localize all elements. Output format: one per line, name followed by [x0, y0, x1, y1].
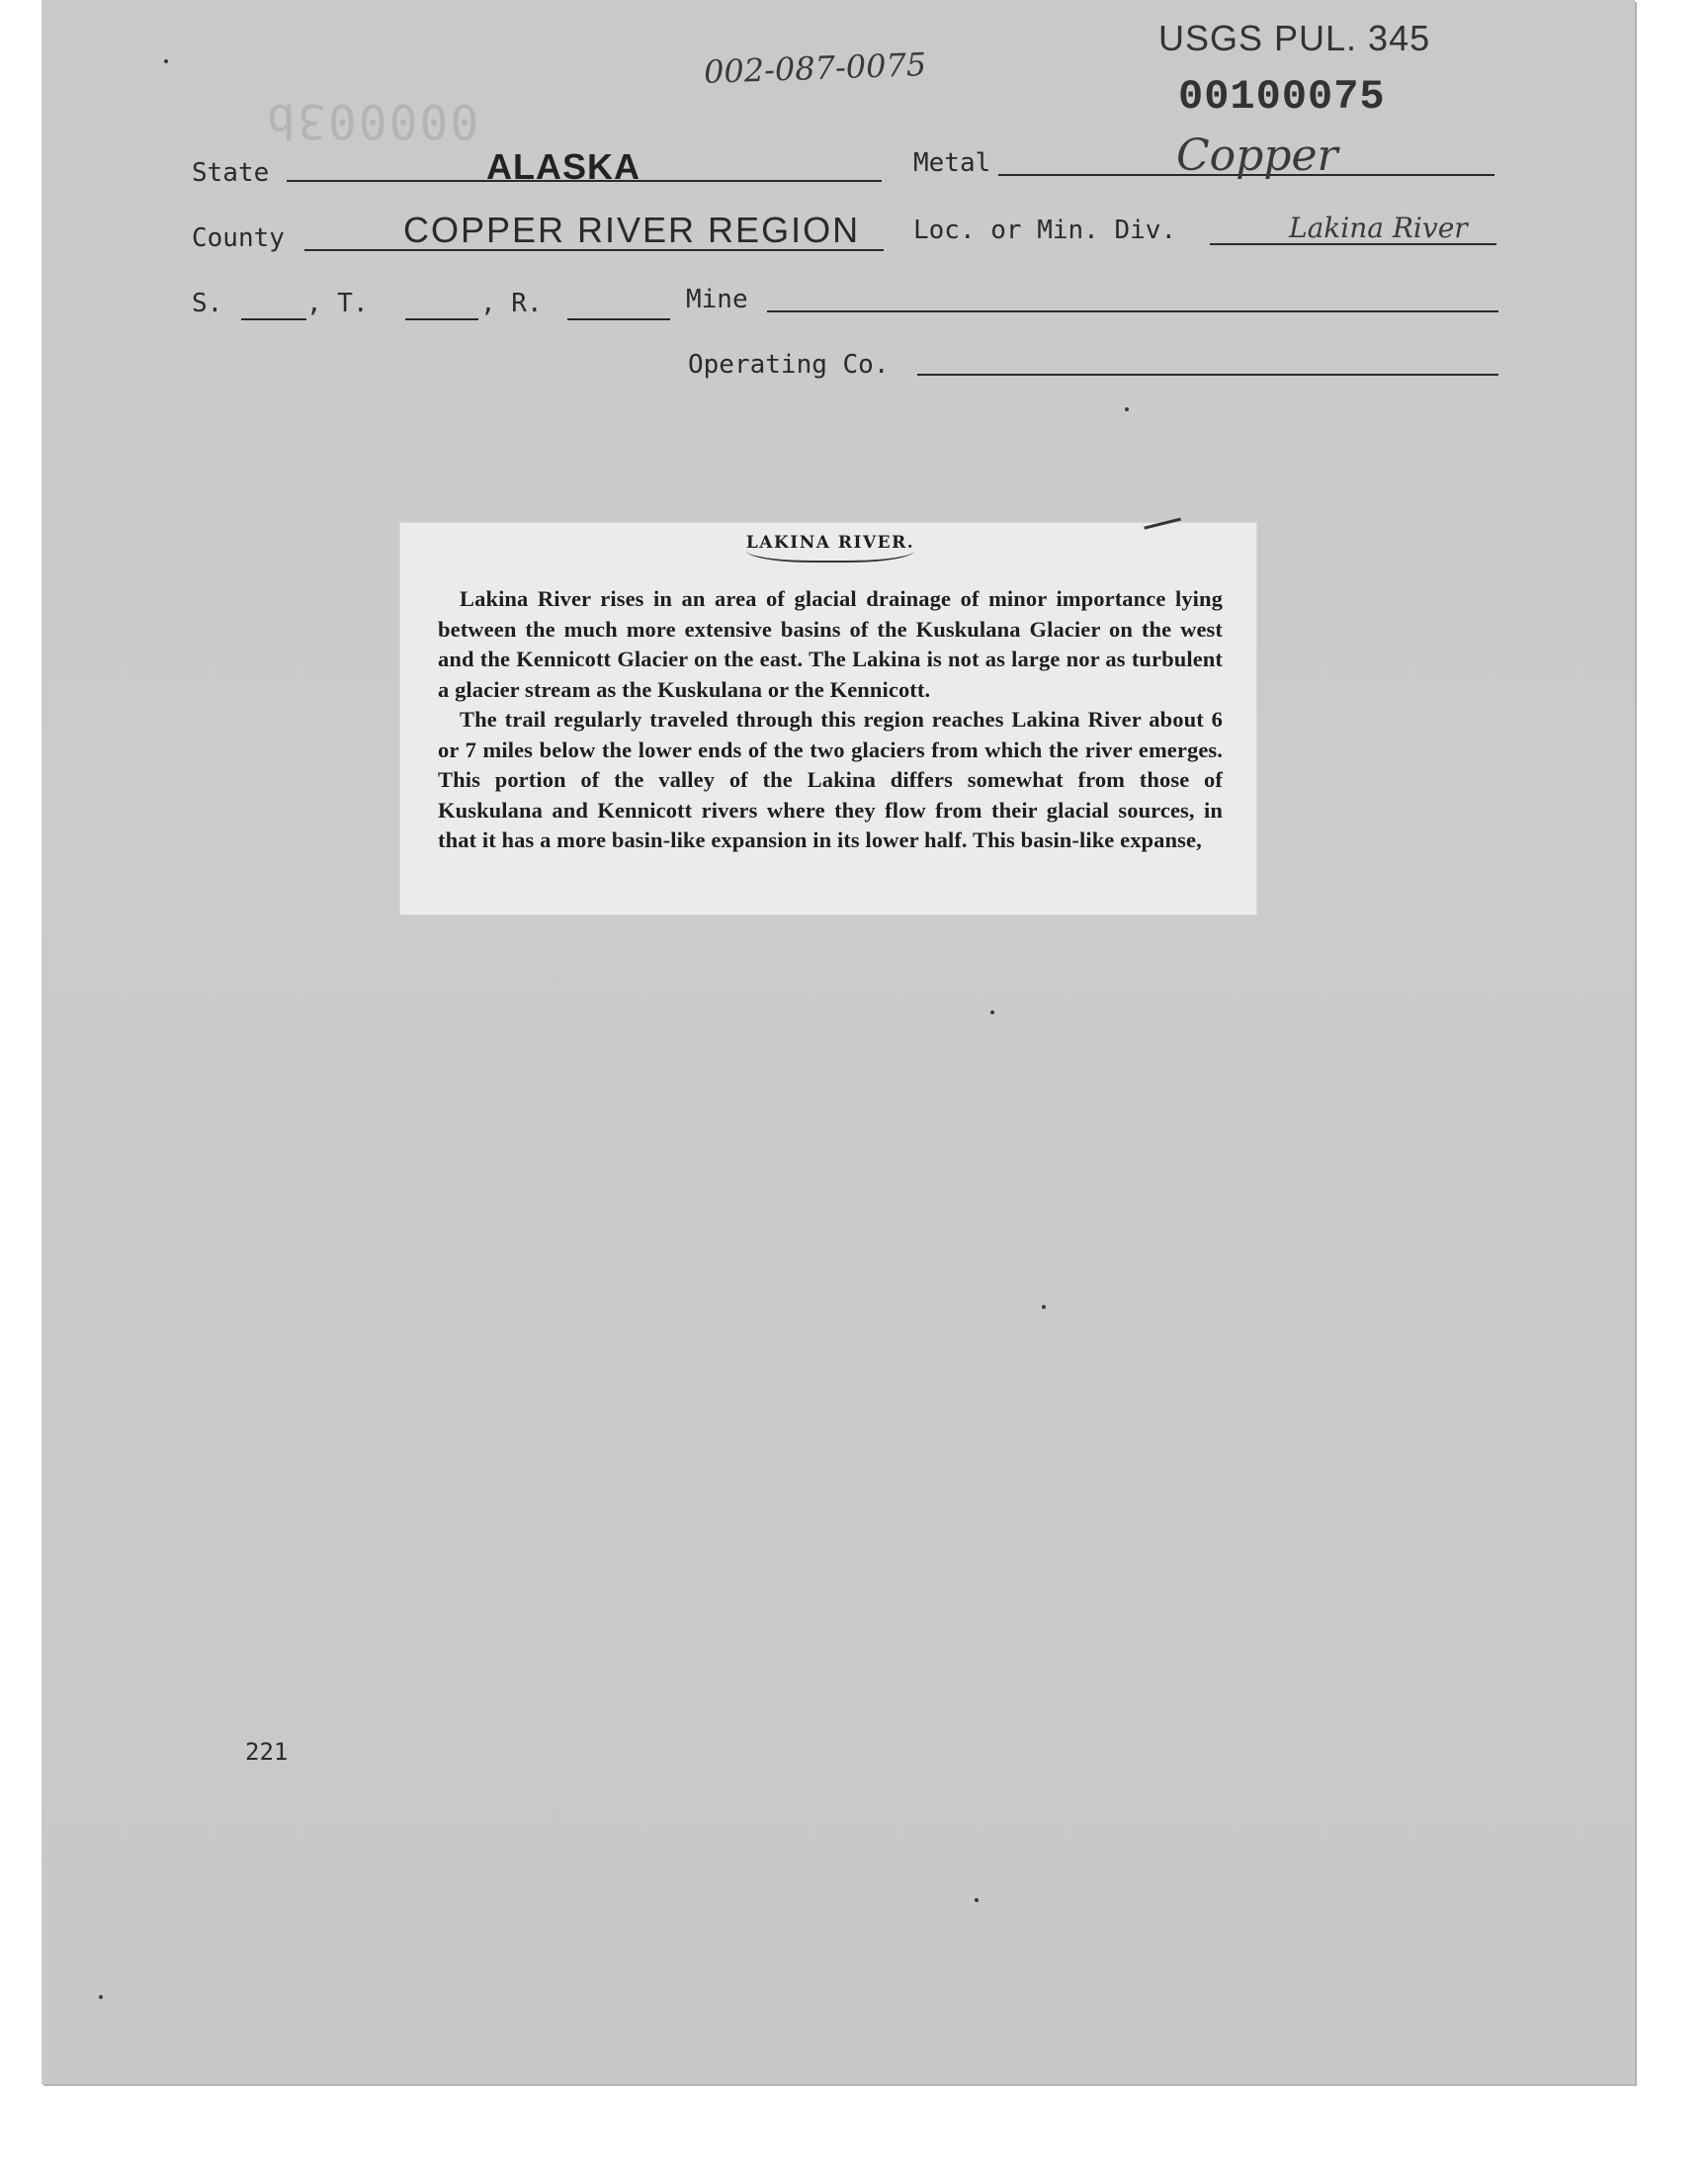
speck: [99, 1995, 103, 1999]
operating-co-label: Operating Co.: [688, 350, 890, 380]
section-label: S.: [192, 289, 223, 318]
operating-co-rule: [917, 374, 1498, 376]
handwritten-doc-number: 002-087-0075: [703, 45, 927, 91]
county-value: COPPER RIVER REGION: [403, 210, 861, 250]
clipping-title: LAKINA RIVER.: [438, 533, 1223, 563]
document-sheet: [42, 0, 1635, 2084]
metal-label: Metal: [913, 148, 991, 178]
loc-value: Lakina River: [1289, 212, 1468, 244]
state-value: ALASKA: [486, 146, 640, 187]
ghost-stamp-number: 000003b: [265, 93, 479, 148]
state-label: State: [192, 158, 270, 188]
bulletin-label: USGS PUL. 345: [1158, 18, 1431, 58]
page-number: 221: [245, 1738, 289, 1766]
clipping-paragraph-2: The trail regularly traveled through this region reaches Lakina River about 6 or 7 miles below the lower ends of the two glaciers from which the river emerges. This portion of the valley of the Lakina differs somewhat from those of Kuskulana and Kennicott rivers where they flow from their glacial sources, in that it has a more basin-like expansion in its lower half. This basin-like expanse,: [438, 707, 1223, 852]
section-rule: [241, 318, 306, 320]
news-clipping: [399, 522, 1257, 915]
stamp-number: 00100075: [1178, 73, 1386, 121]
loc-label: Loc. or Min. Div.: [913, 216, 1177, 245]
clipping-paragraph-1: Lakina River rises in an area of glacial drainage of minor importance lying between the much more extensive basins of the Kuskulana Glacier on the west and the Kennicott Glacier on the east. The Lakina is not as large nor as turbulent a glacier stream as the Kuskulana or the Kennicott.: [438, 586, 1223, 702]
metal-value: Copper: [1176, 130, 1338, 181]
speck: [975, 1898, 979, 1902]
speck: [164, 59, 168, 63]
speck: [1125, 407, 1129, 411]
township-rule: [405, 318, 478, 320]
speck: [1042, 1305, 1046, 1309]
county-label: County: [192, 223, 285, 253]
range-label: , R.: [480, 289, 543, 318]
speck: [990, 1010, 994, 1014]
range-rule: [567, 318, 670, 320]
mine-label: Mine: [686, 285, 748, 314]
township-label: , T.: [306, 289, 369, 318]
mine-rule: [767, 310, 1498, 312]
